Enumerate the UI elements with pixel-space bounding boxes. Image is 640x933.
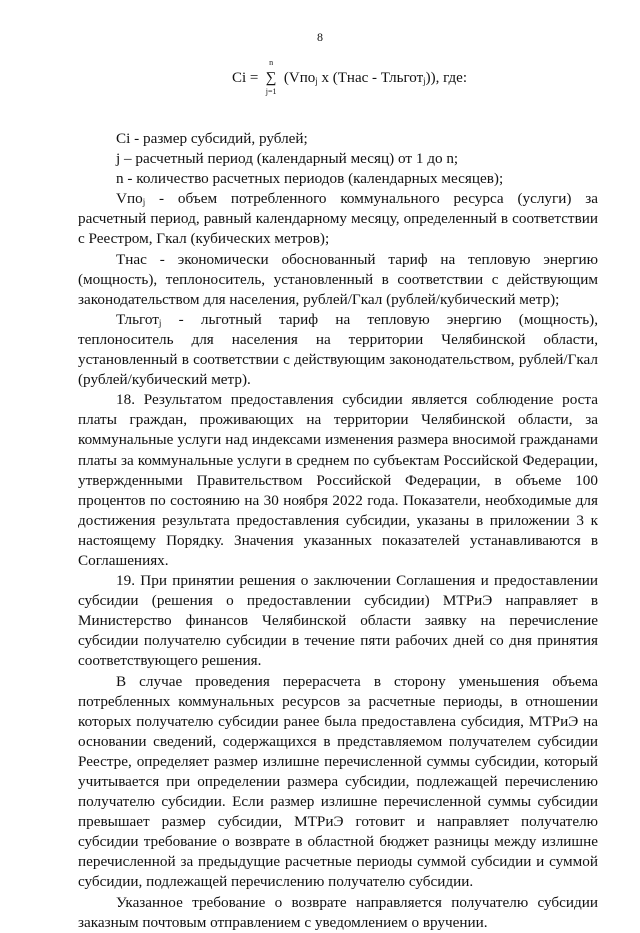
vpo-text: - объем потребленного коммунального ресурса (услуги) за расчетный период, равный календарному месяцу, определенный в соответствии с Реестром, Гкал (кубических метров);: [78, 190, 598, 248]
paragraph-19: 19. При принятии решения о заключении Соглашения и предоставлении субсидии (решения о предоставлении субсидии) МТРиЭ направляет в Министерство финансов Челябинской области заявку на перечисление субсидии получателю субсидии в течение пяти рабочих дней со дня принятия соответствующего решения.: [78, 572, 598, 670]
definition-tnas: Тнас - экономически обоснованный тариф на тепловую энергию (мощность), теплоноситель, установленный в соответствии с действующим законодательством для населения, рублей/Гкал (рублей/кубический метр);: [78, 250, 598, 308]
definition-n: n - количество расчетных периодов (календарных месяцев);: [116, 170, 504, 188]
document-body: [78, 129, 598, 933]
subsidy-formula: [232, 58, 468, 96]
formula-sub-j: j: [423, 76, 426, 86]
vpo-term: Vпо: [116, 190, 143, 208]
definition-j: j – расчетный период (календарный месяц) от 1 до n;: [116, 150, 459, 168]
formula-sub-j: j: [315, 76, 318, 86]
formula-expr-a: (Vпо: [283, 70, 316, 86]
paragraph-notice: Указанное требование о возврате направляется получателю субсидии заказным почтовым отправлением с уведомлением о вручении.: [78, 893, 598, 931]
tlgot-term: Тльгот: [116, 310, 159, 328]
formula-expr-b: x (Тнас - Тльгот: [317, 70, 424, 86]
tlgot-subscript: j: [158, 317, 162, 328]
definition-ci: Ci - размер субсидий, рублей;: [116, 130, 308, 147]
definition-tlgot: [78, 310, 598, 390]
summation-symbol: [264, 58, 278, 96]
definition-vpo: [78, 189, 598, 249]
paragraph-recalculation: В случае проведения перерасчета в сторону уменьшения объема потребленных коммунальных ресурсов за расчетные периоды, в отношении которых получателю субсидии ранее была предоставлена субсидия, МТРиЭ на основании сведений, содержащихся в представляемом получателем субсидии Реестре, определяет размер излишне перечисленной суммы субсидии, который учитывается при определении размера субсидии, подлежащей перечислению получателю субсидии. Если размер излишне перечисленной суммы субсидии превышает размер субсидии, МТРиЭ готовит и направляет получателю субсидии требование о возврате в областной бюджет разницы между излишне перечисленной за предыдущие расчетные периоды суммой субсидии и суммой субсидии, подлежащей перечислению получателю субсидии.: [78, 672, 598, 891]
sigma-upper-limit: n: [269, 58, 274, 67]
sigma-icon: ∑: [265, 70, 277, 86]
sigma-lower-limit: j=1: [265, 87, 277, 96]
formula-lhs: Ci =: [232, 70, 259, 86]
paragraph-18: 18. Результатом предоставления субсидии является соблюдение роста платы граждан, проживающих на территории Челябинской области, за коммунальные услуги над индексами изменения размера вносимой гражданами платы за коммунальные услуги в среднем по субъектам Российской Федерации, утвержденными Правительством Российской Федерации, в объеме 100 процентов по состоянию на 30 ноября 2022 года. Показатели, необходимые для достижения результата предоставления субсидии, указаны в приложении 3 к настоящему Порядку. Значения указанных показателей устанавливаются в Соглашениях.: [78, 391, 598, 569]
vpo-subscript: j: [142, 197, 146, 208]
tlgot-text: - льготный тариф на тепловую энергию (мощность), теплоноситель для населения на территории Челябинской области, установленный в соответствии с действующим законодательством, рублей/Гкал (рублей/кубический метр).: [78, 310, 598, 389]
formula-expr-c: )), где:: [425, 70, 468, 86]
page-number: 8: [317, 30, 323, 44]
